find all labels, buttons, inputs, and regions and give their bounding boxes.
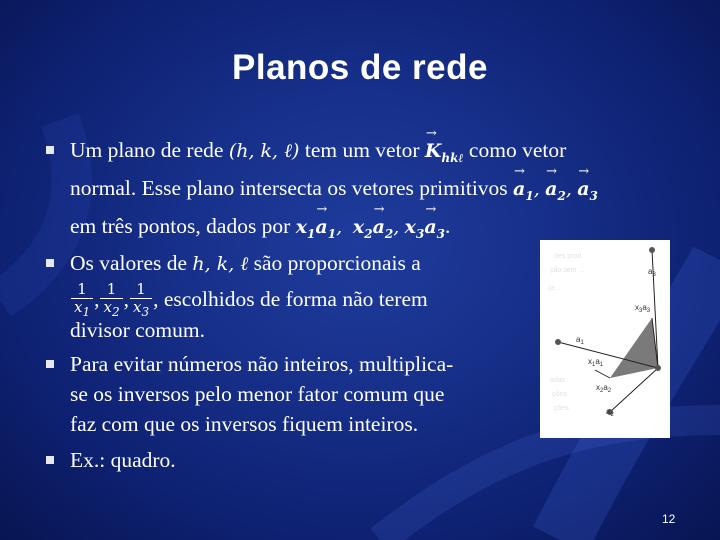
bullet-square-icon bbox=[46, 360, 54, 368]
a-letter: a bbox=[372, 215, 385, 238]
vector-K bbox=[425, 136, 464, 173]
fraction-denominator: x bbox=[74, 298, 83, 317]
period: . bbox=[445, 213, 451, 238]
a-letter: a bbox=[315, 215, 328, 238]
comma: , bbox=[533, 177, 540, 200]
svg-text:ões prod.: ões prod. bbox=[554, 253, 584, 260]
a-subscript: 2 bbox=[384, 226, 394, 241]
label-a1: $a_1$ bbox=[576, 335, 584, 346]
vector-a2-letter: a bbox=[545, 177, 558, 200]
vector-a2-subscript: 2 bbox=[557, 188, 566, 203]
origin-point bbox=[655, 365, 661, 371]
a-subscript: 3 bbox=[436, 226, 446, 241]
bullet-3-line-2: se os inversos pelo menor fator comum que bbox=[70, 382, 445, 407]
fraction-subscript: 3 bbox=[141, 305, 150, 320]
fraction-numerator: 1 bbox=[71, 281, 93, 299]
svg-text:ção sem ...: ção sem ... bbox=[550, 267, 585, 274]
x-subscript: 1 bbox=[307, 226, 316, 241]
vector-a3-subscript: 3 bbox=[589, 188, 598, 203]
point-x3a3 bbox=[404, 215, 446, 241]
bullet-square-icon bbox=[46, 259, 54, 267]
fraction-subscript: 1 bbox=[82, 305, 91, 320]
vector-a1-letter: a bbox=[513, 177, 526, 200]
label-a2: $a_2$ bbox=[606, 407, 614, 418]
a-letter: a bbox=[424, 215, 437, 238]
comma: , bbox=[336, 215, 343, 238]
vector-a1 bbox=[513, 174, 534, 211]
bullet-1 bbox=[42, 135, 682, 248]
point-a3 bbox=[649, 247, 655, 253]
fraction-denominator: x bbox=[103, 298, 112, 317]
math-hkl: h, k, ℓ bbox=[192, 253, 249, 276]
x-letter: x bbox=[295, 215, 308, 238]
bullet-square-icon bbox=[46, 456, 54, 464]
point-x1a1 bbox=[295, 215, 337, 241]
x-letter: x bbox=[404, 215, 416, 238]
vector-a2 bbox=[545, 174, 566, 211]
bullet-text: , escolhidos de forma não terem bbox=[153, 287, 428, 312]
comma: , bbox=[123, 287, 129, 312]
bullet-4 bbox=[42, 445, 682, 475]
vector-a3-letter: a bbox=[577, 177, 590, 200]
bullet-1-line-1 bbox=[70, 135, 682, 173]
svg-text:adas: adas bbox=[550, 377, 566, 384]
svg-text:ções: ções bbox=[552, 391, 567, 398]
vector-K-subscript: hkℓ bbox=[441, 150, 464, 165]
vector-a1-subscript: 1 bbox=[525, 188, 534, 203]
point-a1 bbox=[555, 339, 561, 345]
label-x2a2: $x_2a_2$ bbox=[596, 383, 612, 394]
vector-a3 bbox=[577, 174, 598, 211]
comma: , bbox=[94, 287, 100, 312]
a-subscript: 1 bbox=[327, 226, 337, 241]
comma: , bbox=[393, 215, 400, 238]
lattice-plane-figure bbox=[540, 240, 670, 438]
vector-K-letter: K bbox=[424, 140, 442, 162]
bullet-text: são proporcionais a bbox=[248, 251, 421, 276]
lattice-plane-diagram bbox=[540, 240, 670, 438]
x-letter: x bbox=[352, 215, 365, 238]
bullet-text: tem um vetor bbox=[299, 138, 425, 162]
fraction-numerator: 1 bbox=[130, 281, 152, 299]
x-subscript: 2 bbox=[364, 226, 373, 241]
lattice-plane-shape bbox=[610, 318, 658, 378]
bullet-text: normal. Esse plano intersecta os vetores primitivos bbox=[70, 175, 514, 200]
bullet-3-line-1: Para evitar números não inteiros, multiplica- bbox=[70, 352, 454, 377]
bullet-text: em três pontos, dados por bbox=[70, 213, 296, 238]
x-subscript: 3 bbox=[415, 226, 425, 241]
label-x3a3: $x_3a_3$ bbox=[635, 303, 651, 314]
label-a3: $a_3$ bbox=[648, 267, 656, 278]
comma: , bbox=[565, 177, 572, 200]
bullet-text: Um plano de rede bbox=[70, 138, 229, 162]
bullet-3-line-3: faz com que os inversos fiquem inteiros. bbox=[70, 412, 419, 437]
bullet-square-icon bbox=[46, 146, 54, 154]
math-hkl: (h, k, ℓ) bbox=[228, 140, 300, 162]
label-x1a1: $x_1a_1$ bbox=[588, 357, 604, 368]
bullet-text: como vetor bbox=[463, 138, 567, 162]
fraction-numerator: 1 bbox=[100, 281, 122, 299]
slide-title: Planos de rede bbox=[232, 48, 488, 87]
bullet-text: Os valores de bbox=[70, 251, 193, 276]
svg-text:ções: ções bbox=[554, 405, 569, 412]
fraction-subscript: 2 bbox=[111, 305, 120, 320]
svg-text:(a ...: (a ... bbox=[548, 285, 563, 292]
page-number: 12 bbox=[662, 512, 676, 526]
bullet-text: divisor comum. bbox=[70, 318, 205, 343]
point-x2a2 bbox=[352, 215, 394, 241]
bullet-4-line-1: Ex.: quadro. bbox=[70, 448, 176, 473]
fraction-denominator: x bbox=[132, 298, 142, 317]
